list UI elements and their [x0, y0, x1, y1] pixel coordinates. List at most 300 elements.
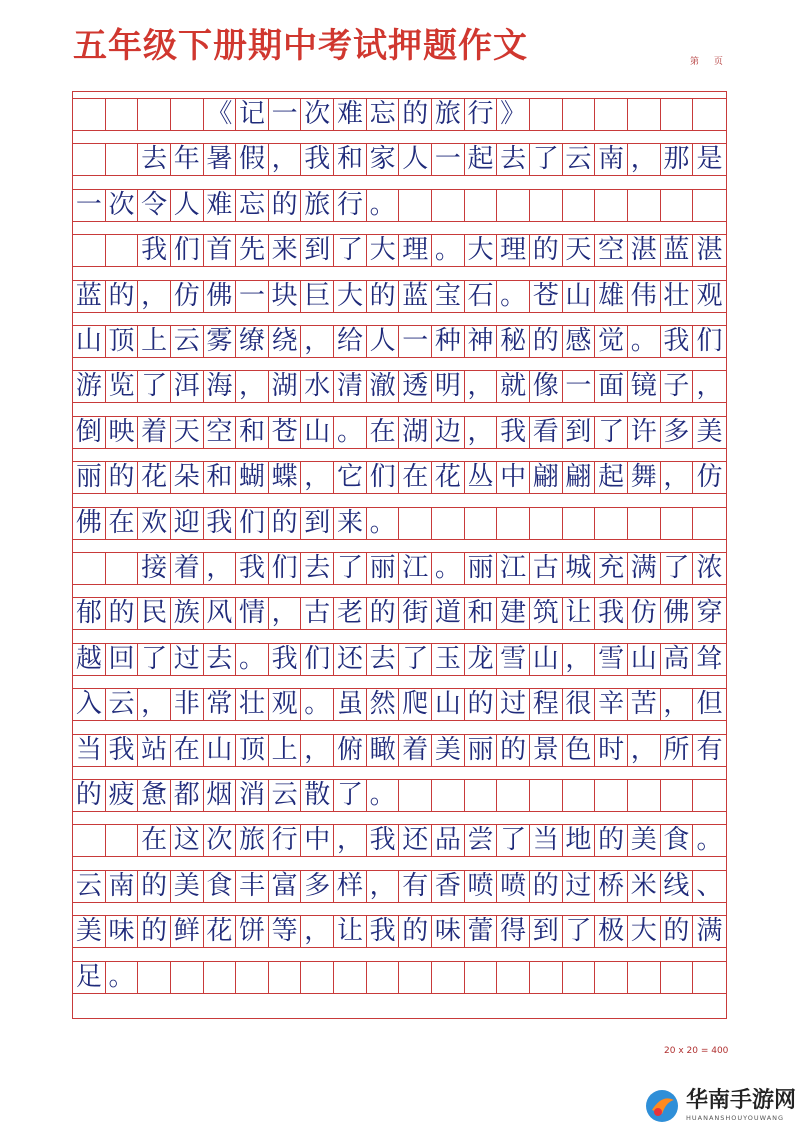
grid-cell: 我 [236, 553, 269, 584]
grid-cell: 美 [696, 416, 723, 447]
grid-cell: 仿 [171, 281, 204, 312]
grid-cell: ， [628, 144, 661, 175]
grid-cell: 苍 [269, 417, 302, 448]
grid-cell: 山 [628, 644, 661, 675]
grid-cell: ， [465, 417, 498, 448]
grid-cell: 辛 [595, 689, 628, 720]
grid-cell: 看 [530, 417, 563, 448]
grid-cell: 旅 [236, 825, 269, 856]
grid-cell: ， [269, 598, 302, 629]
grid-cell [367, 962, 400, 993]
grid-cell: 尝 [465, 825, 498, 856]
grid-cell: 人 [367, 326, 400, 357]
grid-cell: 们 [301, 644, 334, 675]
grid-cell: 常 [204, 689, 237, 720]
grid-cell: 起 [595, 462, 628, 493]
grid-cell: 云 [73, 871, 106, 902]
grid-cell: 我 [367, 916, 400, 947]
grid-cell: 去 [497, 144, 530, 175]
grid-count-label: 20 x 20 = 400 [664, 1046, 729, 1056]
grid-cell: 有 [399, 871, 432, 902]
grid-cell: 山 [563, 281, 596, 312]
grid-cell: 让 [334, 916, 367, 947]
grid-cell: 那 [661, 144, 694, 175]
grid-cell: 旅 [432, 99, 465, 130]
grid-cell: 去 [301, 553, 334, 584]
watermark-logo-icon [644, 1088, 680, 1124]
grid-cell [106, 825, 139, 856]
grid-cell: ， [367, 871, 400, 902]
grid-cell: 老 [334, 598, 367, 629]
grid-cell: 我 [497, 417, 530, 448]
grid-cell: 。 [432, 553, 465, 584]
grid-cell: 仿 [628, 598, 661, 629]
grid-cell: 云 [269, 780, 302, 811]
grid-cell: 一 [269, 99, 302, 130]
grid-cell: 我 [367, 825, 400, 856]
grid-cell: 过 [497, 689, 530, 720]
grid-cell: 倒 [73, 417, 106, 448]
grid-cell: 这 [171, 825, 204, 856]
grid-cell: 山 [530, 644, 563, 675]
grid-cell: 但 [696, 689, 723, 720]
grid-cell: 次 [106, 190, 139, 221]
grid-cell: 来 [269, 235, 302, 266]
grid-cell [334, 962, 367, 993]
grid-cell: 宝 [432, 281, 465, 312]
grid-cell: 品 [432, 825, 465, 856]
grid-cell: 雪 [497, 644, 530, 675]
grid-cell: 欢 [138, 508, 171, 539]
grid-cell [530, 190, 563, 221]
grid-cell: 我 [661, 326, 694, 357]
grid-cell [595, 190, 628, 221]
grid-cell: 味 [432, 916, 465, 947]
grid-cell [497, 780, 530, 811]
grid-cell: 江 [497, 553, 530, 584]
grid-cell [73, 235, 106, 266]
manuscript-grid [72, 91, 727, 1019]
grid-cell: 们 [171, 235, 204, 266]
grid-cell: 当 [530, 825, 563, 856]
grid-cell: 就 [497, 371, 530, 402]
grid-cell: ， [138, 689, 171, 720]
grid-cell: 行 [269, 825, 302, 856]
grid-cell [628, 508, 661, 539]
grid-cell: 接 [138, 553, 171, 584]
grid-cell: 一 [563, 371, 596, 402]
grid-cell: 映 [106, 417, 139, 448]
grid-cell: 了 [497, 825, 530, 856]
grid-cell: 。 [236, 644, 269, 675]
grid-cell: ， [465, 371, 498, 402]
grid-cell: 子 [661, 371, 694, 402]
grid-cell: 了 [530, 144, 563, 175]
grid-cell: 美 [171, 871, 204, 902]
grid-cell: 雪 [595, 644, 628, 675]
grid-cell: ， [661, 462, 694, 493]
essay-line [73, 189, 726, 222]
grid-cell: 壮 [661, 281, 694, 312]
grid-cell: 龙 [465, 644, 498, 675]
grid-cell: 越 [73, 644, 106, 675]
grid-cell: 雄 [595, 281, 628, 312]
grid-cell: 次 [301, 99, 334, 130]
grid-cell: 。 [628, 326, 661, 357]
grid-cell [497, 508, 530, 539]
grid-cell: 我 [204, 508, 237, 539]
grid-cell: 顶 [106, 326, 139, 357]
grid-cell [661, 190, 694, 221]
grid-cell: 给 [334, 326, 367, 357]
grid-cell [661, 780, 694, 811]
grid-cell [73, 99, 106, 130]
grid-cell [138, 99, 171, 130]
grid-cell: 满 [628, 553, 661, 584]
grid-cell [595, 99, 628, 130]
grid-cell: 舞 [628, 462, 661, 493]
grid-cell: 行 [465, 99, 498, 130]
grid-cell: 蓝 [399, 281, 432, 312]
grid-cell [301, 962, 334, 993]
grid-cell: 起 [465, 144, 498, 175]
grid-cell: 丰 [236, 871, 269, 902]
grid-cell: 极 [595, 916, 628, 947]
grid-cell [73, 553, 106, 584]
grid-cell [465, 190, 498, 221]
grid-cell: 多 [661, 417, 694, 448]
grid-cell: 的 [530, 871, 563, 902]
grid-cell: 的 [106, 598, 139, 629]
grid-cell: 多 [301, 871, 334, 902]
grid-cell: 山 [301, 417, 334, 448]
grid-cell: 游 [73, 371, 106, 402]
grid-cell: 行 [334, 190, 367, 221]
grid-cell: 秘 [497, 326, 530, 357]
grid-cell: 。 [696, 825, 723, 856]
grid-cell: 水 [301, 371, 334, 402]
grid-cell: 瞰 [367, 735, 400, 766]
grid-cell [432, 962, 465, 993]
grid-cell: 暑 [204, 144, 237, 175]
grid-cell: 壮 [236, 689, 269, 720]
grid-cell: 和 [465, 598, 498, 629]
grid-cell [563, 190, 596, 221]
grid-cell: 到 [301, 235, 334, 266]
grid-cell: 迎 [171, 508, 204, 539]
grid-cell: 雾 [204, 326, 237, 357]
grid-cell: 面 [595, 371, 628, 402]
grid-cell: 先 [236, 235, 269, 266]
grid-cell: 入 [73, 689, 106, 720]
grid-cell: 我 [301, 144, 334, 175]
grid-cell [661, 508, 694, 539]
grid-cell: 。 [367, 508, 400, 539]
grid-cell: 我 [269, 644, 302, 675]
essay-line [73, 824, 726, 857]
grid-cell: 然 [367, 689, 400, 720]
grid-cell: 湛 [628, 235, 661, 266]
grid-cell: 非 [171, 689, 204, 720]
grid-cell: 们 [236, 508, 269, 539]
grid-cell: 难 [204, 190, 237, 221]
grid-cell: 足 [73, 962, 106, 993]
grid-cell [106, 99, 139, 130]
grid-cell: 古 [301, 598, 334, 629]
grid-cell: 了 [595, 417, 628, 448]
grid-cell: 江 [399, 553, 432, 584]
grid-cell: 散 [301, 780, 334, 811]
grid-cell: 桥 [595, 871, 628, 902]
grid-cell: 首 [204, 235, 237, 266]
watermark-subtitle: HUANANSHOUYOUWANG [686, 1114, 785, 1122]
grid-cell: 线 [661, 871, 694, 902]
grid-cell [661, 962, 694, 993]
grid-cell: 着 [138, 417, 171, 448]
grid-cell: 饼 [236, 916, 269, 947]
grid-cell: 一 [73, 190, 106, 221]
grid-cell: 丽 [367, 553, 400, 584]
grid-cell: 丽 [73, 462, 106, 493]
grid-cell: 们 [269, 553, 302, 584]
grid-cell: 《 [204, 99, 237, 130]
grid-cell: 色 [563, 735, 596, 766]
grid-cell: 上 [138, 326, 171, 357]
grid-cell: 。 [334, 417, 367, 448]
grid-cell: 顶 [236, 735, 269, 766]
grid-cell [465, 780, 498, 811]
grid-cell: 的 [106, 462, 139, 493]
grid-cell: 花 [204, 916, 237, 947]
essay-line [73, 779, 726, 812]
grid-cell: 在 [399, 462, 432, 493]
grid-cell: 云 [171, 326, 204, 357]
grid-cell: 人 [399, 144, 432, 175]
grid-cell: 时 [595, 735, 628, 766]
grid-cell: 的 [661, 916, 694, 947]
grid-cell: ， [661, 689, 694, 720]
grid-cell: 。 [106, 962, 139, 993]
site-watermark [644, 1088, 796, 1124]
grid-cell: 风 [204, 598, 237, 629]
grid-cell: 耸 [696, 643, 723, 674]
grid-cell: 佛 [204, 281, 237, 312]
grid-cell: 的 [138, 871, 171, 902]
grid-cell: 云 [106, 689, 139, 720]
grid-cell: 在 [106, 508, 139, 539]
grid-cell: 的 [595, 825, 628, 856]
grid-cell: 山 [73, 326, 106, 357]
grid-cell: 清 [334, 371, 367, 402]
grid-cell: 观 [269, 689, 302, 720]
grid-cell: 的 [73, 780, 106, 811]
grid-cell: 富 [269, 871, 302, 902]
grid-cell: 民 [138, 598, 171, 629]
grid-cell: 街 [399, 598, 432, 629]
essay-line [73, 643, 726, 676]
grid-cell: 们 [367, 462, 400, 493]
grid-cell: 许 [628, 417, 661, 448]
essay-line [73, 552, 726, 585]
grid-cell: 了 [661, 553, 694, 584]
essay-title-row [73, 98, 726, 131]
grid-cell: 情 [236, 598, 269, 629]
essay-line [73, 325, 726, 358]
grid-cell: ， [269, 144, 302, 175]
grid-cell: 我 [106, 735, 139, 766]
grid-cell: 的 [399, 916, 432, 947]
grid-cell: 着 [399, 735, 432, 766]
grid-cell: 了 [334, 780, 367, 811]
grid-cell: 湛 [696, 235, 723, 266]
grid-cell: ， [236, 371, 269, 402]
grid-cell: 去 [367, 644, 400, 675]
grid-cell: 种 [432, 326, 465, 357]
grid-cell: 年 [171, 144, 204, 175]
grid-cell: 。 [497, 281, 530, 312]
grid-cell: ， [301, 462, 334, 493]
grid-cell [399, 508, 432, 539]
grid-cell: 到 [530, 916, 563, 947]
grid-cell [530, 508, 563, 539]
grid-cell: 惫 [138, 780, 171, 811]
grid-cell [73, 825, 106, 856]
grid-cell: 在 [171, 735, 204, 766]
grid-cell: 疲 [106, 780, 139, 811]
grid-cell [661, 99, 694, 130]
watermark-name: 华南手游网 [686, 1088, 797, 1113]
grid-cell: 。 [367, 780, 400, 811]
grid-cell [693, 190, 726, 221]
grid-cell: 天 [563, 235, 596, 266]
grid-cell: 朵 [171, 462, 204, 493]
grid-cell [138, 962, 171, 993]
grid-cell: 蕾 [465, 916, 498, 947]
grid-cell: 令 [138, 190, 171, 221]
grid-cell [399, 962, 432, 993]
grid-cell: 鲜 [171, 916, 204, 947]
grid-cell: ， [334, 825, 367, 856]
grid-cell [530, 99, 563, 130]
essay-line [73, 234, 726, 267]
grid-cell: 人 [171, 190, 204, 221]
grid-cell: 美 [628, 825, 661, 856]
grid-cell: 过 [171, 644, 204, 675]
grid-cell: 族 [171, 598, 204, 629]
grid-cell: 是 [696, 144, 723, 175]
grid-cell [530, 780, 563, 811]
grid-cell: 翩 [530, 462, 563, 493]
grid-cell: 大 [628, 916, 661, 947]
grid-cell [106, 144, 139, 175]
grid-cell: 喷 [497, 871, 530, 902]
grid-cell: 高 [661, 644, 694, 675]
grid-cell: 爬 [399, 689, 432, 720]
grid-cell: 回 [106, 644, 139, 675]
grid-cell: 假 [236, 144, 269, 175]
grid-cell: 城 [563, 553, 596, 584]
grid-cell: 和 [334, 144, 367, 175]
grid-cell: 湖 [269, 371, 302, 402]
grid-cell: 南 [106, 871, 139, 902]
grid-cell: 旅 [301, 190, 334, 221]
page-title: 五年级下册期中考试押题作文 [73, 26, 528, 66]
grid-cell: 过 [563, 871, 596, 902]
grid-cell: 地 [563, 825, 596, 856]
grid-cell: 透 [399, 371, 432, 402]
grid-cell: 虽 [334, 689, 367, 720]
grid-cell: ， [628, 735, 661, 766]
grid-cell: 充 [595, 553, 628, 584]
grid-cell: 一 [432, 144, 465, 175]
grid-cell: 一 [236, 281, 269, 312]
grid-cell: 缭 [236, 326, 269, 357]
grid-cell [563, 962, 596, 993]
grid-cell [628, 99, 661, 130]
grid-cell [595, 508, 628, 539]
grid-cell: 味 [106, 916, 139, 947]
essay-line [73, 507, 726, 540]
essay-line [73, 461, 726, 494]
essay-line [73, 143, 726, 176]
grid-cell: 观 [696, 280, 723, 311]
grid-cell [497, 962, 530, 993]
grid-cell: 美 [73, 916, 106, 947]
grid-cell [693, 508, 726, 539]
grid-cell: 我 [595, 598, 628, 629]
grid-cell: 中 [497, 462, 530, 493]
grid-cell: 道 [432, 598, 465, 629]
essay-line [73, 734, 726, 767]
grid-cell: 了 [334, 235, 367, 266]
grid-cell [595, 962, 628, 993]
grid-cell: 山 [204, 735, 237, 766]
grid-cell: 丛 [465, 462, 498, 493]
grid-cell: 到 [301, 508, 334, 539]
grid-cell: 了 [138, 371, 171, 402]
grid-cell: 和 [204, 462, 237, 493]
grid-cell: 神 [465, 326, 498, 357]
grid-cell: 了 [334, 553, 367, 584]
grid-cell: 蓝 [661, 235, 694, 266]
grid-cell: 食 [661, 825, 694, 856]
grid-cell: ， [696, 371, 723, 402]
grid-cell: 俯 [334, 735, 367, 766]
grid-cell [106, 235, 139, 266]
grid-cell: 所 [661, 735, 694, 766]
grid-cell: 上 [269, 735, 302, 766]
grid-cell: 景 [530, 735, 563, 766]
grid-cell [595, 780, 628, 811]
grid-cell [628, 780, 661, 811]
grid-cell [432, 780, 465, 811]
grid-cell: 花 [138, 462, 171, 493]
essay-line [73, 915, 726, 948]
grid-cell: 香 [432, 871, 465, 902]
grid-cell: 》 [497, 99, 530, 130]
grid-cell: 佛 [661, 598, 694, 629]
grid-cell: 绕 [269, 326, 302, 357]
grid-cell: 蝶 [269, 462, 302, 493]
grid-cell: 花 [432, 462, 465, 493]
grid-cell: 记 [236, 99, 269, 130]
grid-cell: 像 [530, 371, 563, 402]
grid-cell: 等 [269, 916, 302, 947]
grid-cell: 难 [334, 99, 367, 130]
grid-cell: 来 [334, 508, 367, 539]
page-number-label: 第 页 [690, 57, 729, 67]
grid-cell: 米 [628, 871, 661, 902]
